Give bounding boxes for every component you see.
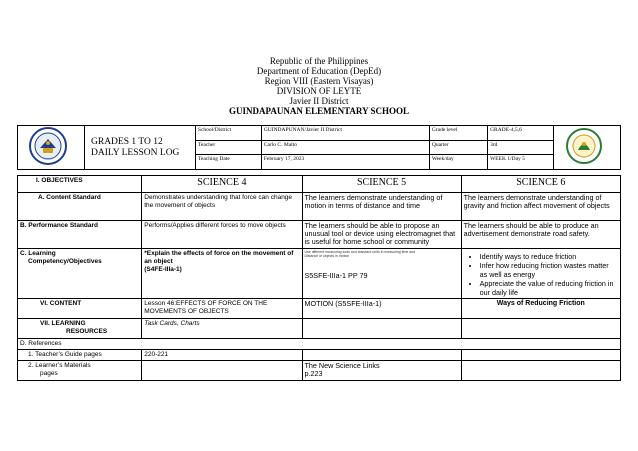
header-district: Javier II District <box>289 96 349 106</box>
header-division: DIVISION OF LEYTE <box>276 86 362 96</box>
references-label: D. References <box>18 339 621 350</box>
resources-sci4: Task Cards, Charts <box>142 319 302 339</box>
content-label: VI. CONTENT <box>18 299 142 319</box>
competency-sci4-text: *Explain the effects of force on the movement of an object <box>144 250 294 265</box>
week-label: Week/day <box>429 155 487 170</box>
competency-sci5-code: S5SFE-IIIa-1 PP 79 <box>304 271 368 280</box>
quarter-value: 3rd <box>488 140 554 155</box>
school-label: School/District <box>195 126 261 141</box>
competency-sci5 <box>302 249 461 299</box>
learning-resources-label <box>18 319 142 339</box>
learning-competency-label <box>18 249 142 299</box>
content-standard-sci4: Demonstrates understanding that force can change the movement of objects <box>142 193 302 221</box>
competency-sci6-item: • Identify ways to reduce friction <box>480 252 618 261</box>
content-sci6: Ways of Reducing Friction <box>461 299 620 319</box>
content-sci4: Lesson 46:EFFECTS OF FORCE ON THE MOVEMENTS OF OBJECTS <box>142 299 302 319</box>
resources-sci6 <box>461 319 620 339</box>
learners-materials-sci5-line1: The New Science Links <box>304 361 380 370</box>
competency-sci6 <box>461 249 620 299</box>
document-header <box>0 56 638 116</box>
date-value: February 17, 2023 <box>261 155 429 170</box>
content-standard-sci6: The learners demonstrate understanding of gravity and friction affect movement of objects <box>461 193 620 221</box>
quarter-label: Quarter <box>429 140 487 155</box>
teacher-value: Carlo C. Malto <box>261 140 429 155</box>
science-4-heading: SCIENCE 4 <box>142 176 302 193</box>
teacher-label: Teacher <box>195 140 261 155</box>
science-6-heading: SCIENCE 6 <box>461 176 620 193</box>
performance-standard-sci4: Performs/Applies different forces to move objects <box>142 221 302 249</box>
competency-sci6-item: • Appreciate the value of reducing friction in our daily life <box>480 279 618 297</box>
school-logo-cell <box>553 126 620 170</box>
date-label: Teaching Date <box>195 155 261 170</box>
competency-sci5-tiny-line1: Use different measuring tools and standard units in measuring time and <box>304 250 416 254</box>
competency-sci5-tiny-line2: Distance of objects in motion <box>304 254 350 258</box>
teachers-guide-sci6 <box>461 350 620 361</box>
lesson-log-title <box>85 126 196 170</box>
learners-materials-sci6 <box>461 361 620 381</box>
content-standard-label: A. Content Standard <box>18 193 142 221</box>
grade-label: Grade level <box>429 126 487 141</box>
grade-value: GRADE-4,5,6 <box>488 126 554 141</box>
performance-standard-label: B. Performance Standard <box>18 221 142 249</box>
content-sci5: MOTION (S5SFE-IIIa-1) <box>302 299 461 319</box>
header-school-name: GUINDAPAUNAN ELEMENTARY SCHOOL <box>228 106 410 116</box>
learners-materials-line2: pages <box>40 370 58 377</box>
competency-label-line1: C. Learning <box>20 250 56 257</box>
content-standard-sci5: The learners demonstrate understanding of motion in terms of distance and time <box>302 193 461 221</box>
competency-sci4 <box>142 249 302 299</box>
deped-logo-cell <box>18 126 85 170</box>
resources-label-line1: VII. LEARNING <box>40 320 86 327</box>
competency-label-line2: Competency/Objectives <box>28 258 102 265</box>
title-grades: GRADES 1 TO 12 <box>91 136 163 147</box>
info-table <box>17 125 621 170</box>
header-region: Region VIII (Eastern Visayas) <box>264 76 374 86</box>
learners-materials-line1: 2. Learner’s Materials <box>28 362 91 369</box>
learners-materials-sci4 <box>142 361 302 381</box>
resources-label-line2: RESOURCES <box>66 328 108 335</box>
performance-standard-sci5: The learners should be able to propose an unusual tool or device using electromagnet that is useful for home school or community <box>302 221 461 249</box>
resources-sci5 <box>302 319 461 339</box>
teachers-guide-label: 1. Teacher’s Guide pages <box>18 350 142 361</box>
learners-materials-sci5 <box>302 361 461 381</box>
school-seal-icon <box>554 126 614 166</box>
competency-sci6-item: • Infer how reducing friction wastes matter as well as energy <box>480 261 618 279</box>
objectives-label: I. OBJECTIVES <box>18 176 142 193</box>
competency-sci4-code: (S4FE-IIIa-1) <box>144 266 182 273</box>
header-department: Department of Education (DepEd) <box>256 66 382 76</box>
school-value: GUINDAPUNAN/Javier II District <box>261 126 429 141</box>
teachers-guide-sci5 <box>302 350 461 361</box>
competency-sci6-list <box>464 252 618 297</box>
title-daily-lesson-log: DAILY LESSON LOG <box>91 147 180 158</box>
learners-materials-sci5-line2: p.223 <box>304 369 323 378</box>
header-republic: Republic of the Philippines <box>269 56 369 66</box>
science-5-heading: SCIENCE 5 <box>302 176 461 193</box>
learners-materials-label <box>18 361 142 381</box>
week-value: WEEK 1/Day 5 <box>488 155 554 170</box>
deped-seal-icon <box>18 126 78 166</box>
performance-standard-sci6: The learners should be able to produce an advertisement demonstrate road safety. <box>461 221 620 249</box>
lesson-table <box>17 175 621 381</box>
teachers-guide-sci4: 220-221 <box>142 350 302 361</box>
